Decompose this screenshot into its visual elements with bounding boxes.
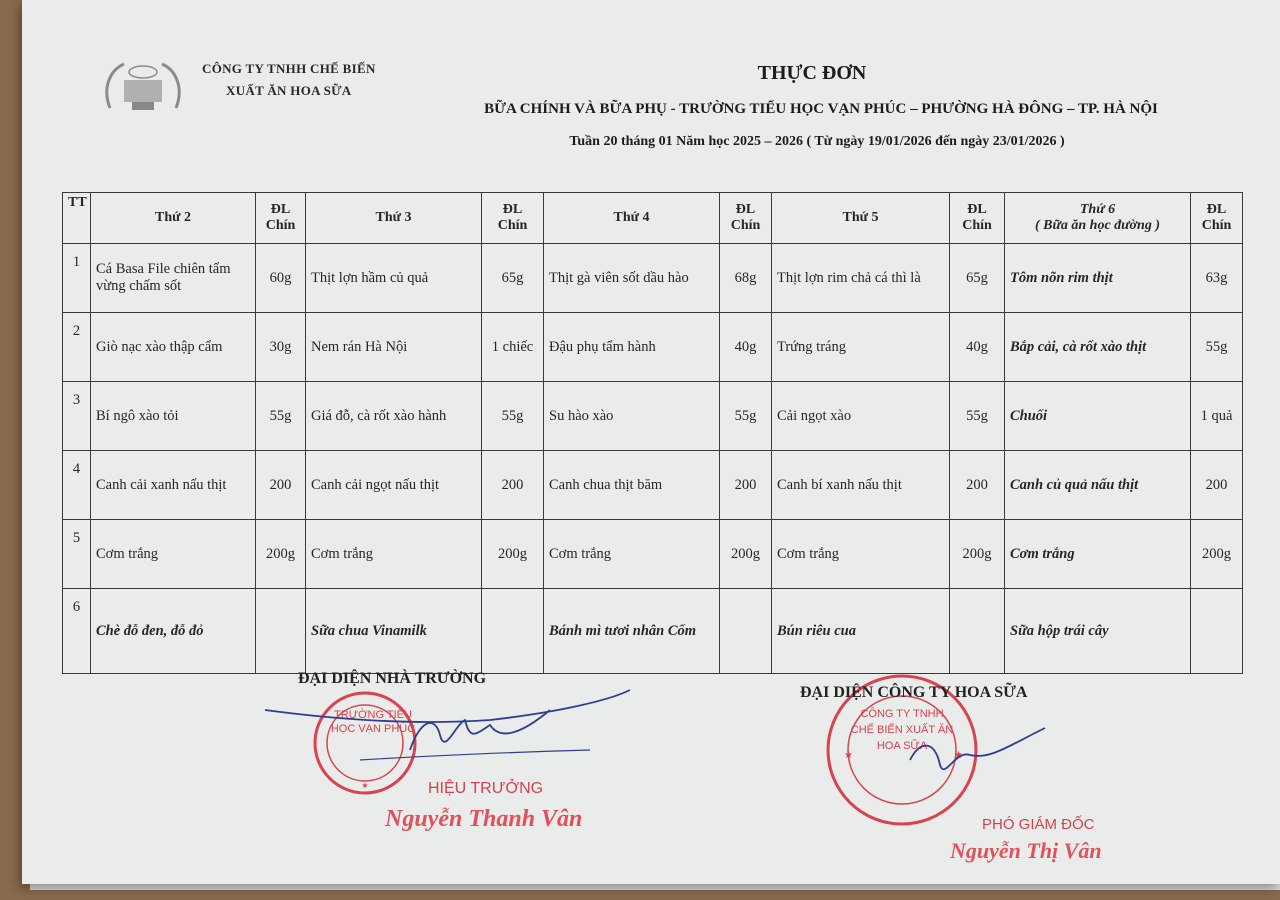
qty-thu4: 40g [720, 313, 772, 382]
dish-thu4: Đậu phụ tẩm hành [544, 313, 720, 382]
qty-thu5: 200 [950, 451, 1005, 520]
company-line-2: XUẤT ĂN HOA SỮA [226, 83, 352, 98]
svg-text:★: ★ [844, 750, 853, 761]
header-thu3: Thứ 3 [306, 193, 482, 244]
qty-thu6: 200 [1191, 451, 1243, 520]
dish-thu4: Bánh mì tươi nhân Cốm [544, 589, 720, 674]
header-dl: ĐL Chín [950, 193, 1005, 244]
company-stamp-text: CÔNG TY TNHH CHẾ BIẾN XUẤT ĂN HOA SỮA [850, 708, 954, 752]
header-dl: ĐL Chín [482, 193, 544, 244]
qty-thu6: 63g [1191, 244, 1243, 313]
qty-thu2: 200g [256, 520, 306, 589]
document-subtitle: BỮA CHÍNH VÀ BỮA PHỤ - TRƯỜNG TIỂU HỌC VẠN PHÚC – PHƯỜNG HÀ ĐÔNG – TP. HÀ NỘI [484, 101, 1158, 117]
dish-thu3: Canh cải ngọt nấu thịt [306, 451, 482, 520]
principal-role: HIỆU TRƯỞNG [428, 780, 544, 797]
dish-thu3: Sữa chua Vinamilk [306, 589, 482, 674]
qty-thu3: 1 chiếc [482, 313, 544, 382]
dish-thu4: Cơm trắng [544, 520, 720, 589]
dish-thu6: Cơm trắng [1005, 520, 1191, 589]
dish-thu4: Su hào xào [544, 382, 720, 451]
week-range: Tuần 20 tháng 01 Năm học 2025 – 2026 ( Từ ngày 19/01/2026 đến ngày 23/01/2026 ) [569, 134, 1065, 149]
dish-thu5: Canh bí xanh nấu thịt [772, 451, 950, 520]
qty-thu2: 30g [256, 313, 306, 382]
table-row [63, 313, 1243, 382]
qty-thu4: 200 [720, 451, 772, 520]
qty-thu5 [950, 589, 1005, 674]
dish-thu2: Chè đỗ đen, đỗ đỏ [91, 589, 256, 674]
table-row [63, 244, 1243, 313]
qty-thu4 [720, 589, 772, 674]
header-thu5: Thứ 5 [772, 193, 950, 244]
svg-text:★: ★ [361, 781, 369, 790]
dish-thu5: Trứng tráng [772, 313, 950, 382]
header-thu6-label: Thứ 6 [1079, 202, 1116, 217]
qty-thu5: 40g [950, 313, 1005, 382]
dish-thu2: Giò nạc xào thập cẩm [91, 313, 256, 382]
dish-thu5: Thịt lợn rim chả cá thì là [772, 244, 950, 313]
dish-thu5: Cải ngọt xào [772, 382, 950, 451]
menu-table [62, 192, 1243, 674]
director-name: Nguyễn Thị Vân [950, 838, 1102, 863]
header-thu6-sub: ( Bữa ăn học đường ) [1034, 218, 1161, 233]
qty-thu5: 200g [950, 520, 1005, 589]
dish-thu3: Nem rán Hà Nội [306, 313, 482, 382]
dish-thu3: Cơm trắng [306, 520, 482, 589]
qty-thu3: 55g [482, 382, 544, 451]
qty-thu2: 55g [256, 382, 306, 451]
row-number: 5 [63, 520, 91, 589]
qty-thu3 [482, 589, 544, 674]
header-thu4: Thứ 4 [544, 193, 720, 244]
table-row [63, 589, 1243, 674]
row-number: 1 [63, 244, 91, 313]
dish-thu4: Thịt gà viên sốt dầu hào [544, 244, 720, 313]
director-signature [900, 720, 1050, 790]
dish-thu3: Giá đỗ, cà rốt xào hành [306, 382, 482, 451]
row-number: 4 [63, 451, 91, 520]
qty-thu3: 200 [482, 451, 544, 520]
qty-thu4: 55g [720, 382, 772, 451]
company-line-1: CÔNG TY TNHH CHẾ BIẾN [202, 61, 376, 76]
qty-thu2 [256, 589, 306, 674]
header-tt: TT [63, 193, 91, 244]
header-dl: ĐL Chín [256, 193, 306, 244]
header-dl: ĐL Chín [720, 193, 772, 244]
company-representative-title: ĐẠI DIỆN CÔNG TY HOA SỮA [800, 684, 1028, 701]
qty-thu4: 200g [720, 520, 772, 589]
dish-thu5: Cơm trắng [772, 520, 950, 589]
table-row [63, 451, 1243, 520]
dish-thu2: Bí ngô xào tỏi [91, 382, 256, 451]
header-thu2: Thứ 2 [91, 193, 256, 244]
qty-thu4: 68g [720, 244, 772, 313]
qty-thu2: 200 [256, 451, 306, 520]
director-role: PHÓ GIÁM ĐỐC [982, 816, 1095, 833]
header-thu6 [1005, 193, 1191, 244]
qty-thu6: 55g [1191, 313, 1243, 382]
dish-thu3: Thịt lợn hầm củ quả [306, 244, 482, 313]
document-title: THỰC ĐƠN [757, 62, 867, 84]
dish-thu2: Canh cải xanh nấu thịt [91, 451, 256, 520]
table-row [63, 382, 1243, 451]
dish-thu4: Canh chua thịt băm [544, 451, 720, 520]
row-number: 2 [63, 313, 91, 382]
qty-thu3: 65g [482, 244, 544, 313]
principal-signature [260, 680, 640, 770]
dish-thu6: Tôm nõn rim thịt [1005, 244, 1191, 313]
dish-thu6: Bắp cải, cà rốt xào thịt [1005, 313, 1191, 382]
row-number: 3 [63, 382, 91, 451]
dish-thu2: Cơm trắng [91, 520, 256, 589]
header-dl: ĐL Chín [1191, 193, 1243, 244]
dish-thu5: Bún riêu cua [772, 589, 950, 674]
table-header-row [63, 193, 1243, 244]
dish-thu6: Canh củ quả nấu thịt [1005, 451, 1191, 520]
qty-thu5: 55g [950, 382, 1005, 451]
qty-thu6: 200g [1191, 520, 1243, 589]
qty-thu6 [1191, 589, 1243, 674]
svg-text:★: ★ [954, 750, 963, 761]
dish-thu6: Sữa hộp trái cây [1005, 589, 1191, 674]
qty-thu2: 60g [256, 244, 306, 313]
row-number: 6 [63, 589, 91, 674]
qty-thu3: 200g [482, 520, 544, 589]
school-stamp-text: TRƯỜNG TIỂU HỌC VẠN PHÚC [330, 709, 416, 735]
table-row [63, 520, 1243, 589]
qty-thu5: 65g [950, 244, 1005, 313]
school-representative-title: ĐẠI DIỆN NHÀ TRƯỜNG [298, 670, 487, 687]
qty-thu6: 1 quả [1191, 382, 1243, 451]
principal-name: Nguyễn Thanh Vân [385, 806, 583, 832]
dish-thu6: Chuối [1005, 382, 1191, 451]
dish-thu2: Cá Basa File chiên tẩm vừng chấm sốt [91, 244, 256, 313]
